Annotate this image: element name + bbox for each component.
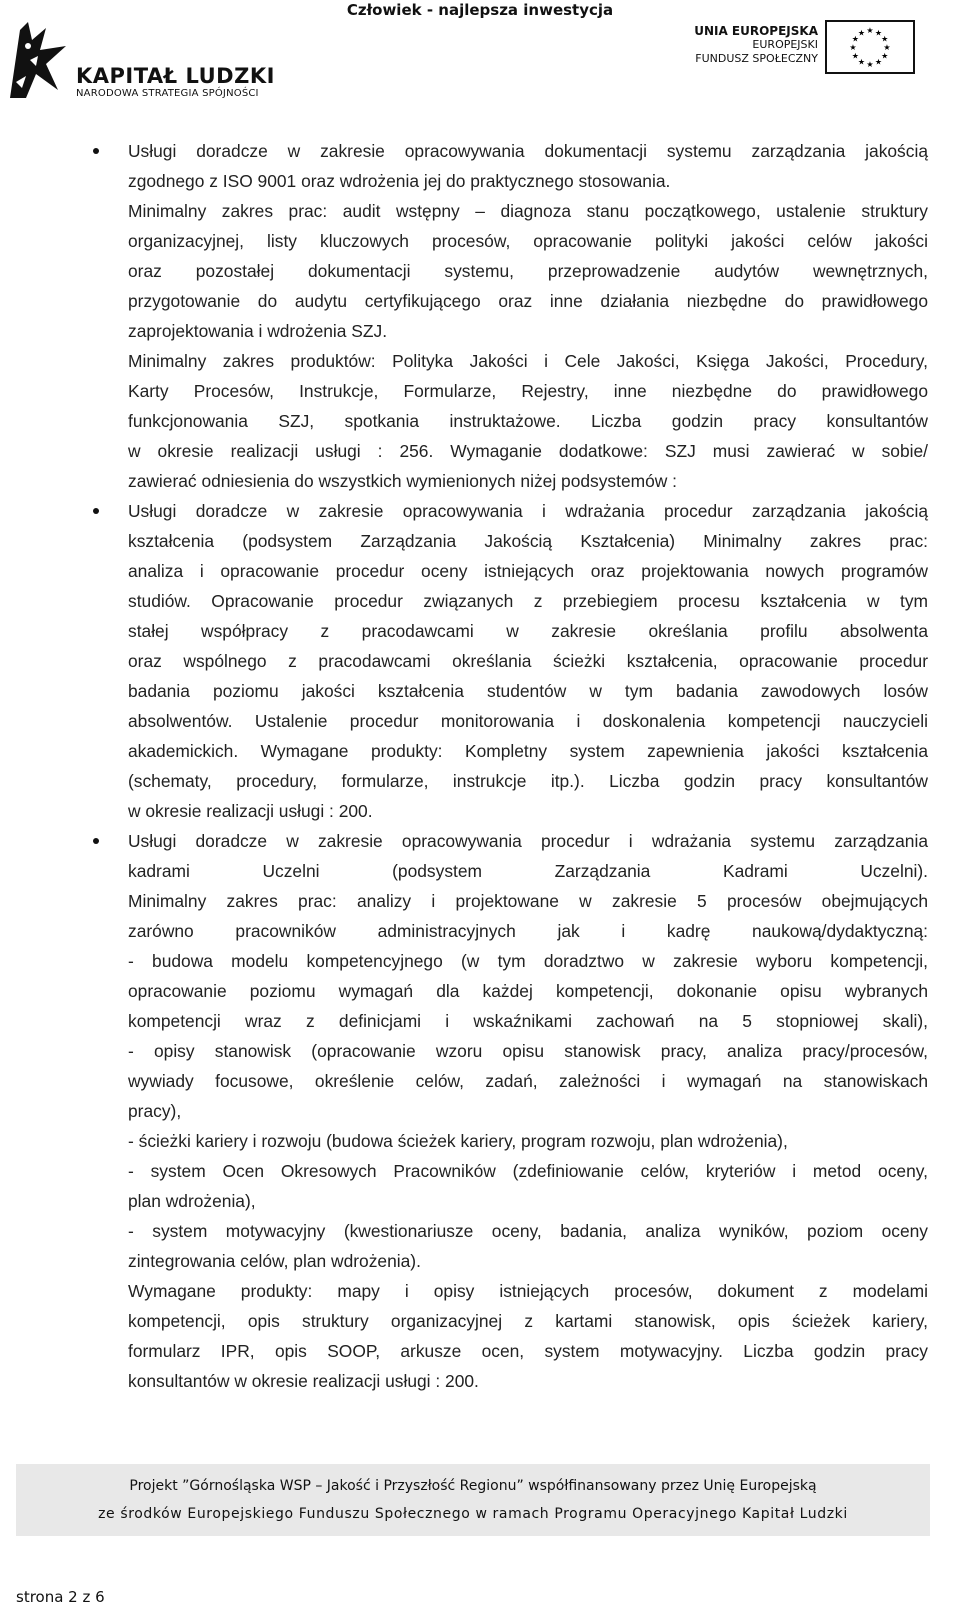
eu-flag-icon bbox=[825, 20, 915, 74]
text-line: - ścieżki kariery i rozwoju (budowa ścieżek kariery, program rozwoju, plan wdrożenia), bbox=[128, 1131, 788, 1151]
star-icon: ★ bbox=[851, 51, 859, 61]
text-line: - system Ocen Okresowych Pracowników (zdefiniowanie celów, kryteriów i metod oceny, bbox=[128, 1161, 928, 1181]
text-line: stałej współpracy z pracodawcami w zakresie określania profilu absolwenta bbox=[128, 621, 928, 641]
text-line: Usługi doradcze w zakresie opracowywania i wdrażania procedur zarządzania jakością bbox=[128, 501, 928, 521]
text-line: Minimalny zakres prac: analizy i projektowane w zakresie 5 procesów obejmujących bbox=[128, 891, 928, 911]
star-icon: ★ bbox=[851, 34, 859, 44]
star-icon: ★ bbox=[866, 60, 874, 69]
text-line: absolwentów. Ustalenie procedur monitorowania i doskonalenia kompetencji nauczycieli bbox=[128, 711, 928, 731]
star-icon: ★ bbox=[849, 43, 857, 52]
eu-line-3: FUNDUSZ SPOŁECZNY bbox=[695, 52, 818, 65]
list-item-text bbox=[128, 136, 928, 496]
text-line: zaprojektowania i wdrożenia SZJ. bbox=[128, 321, 388, 341]
text-line: oraz pozostałej dokumentacji systemu, przeprowadzenie audytów wewnętrznych, bbox=[128, 261, 928, 281]
text-line: zarówno pracowników administracyjnych jak i kadrę naukową/dydaktyczną: bbox=[128, 921, 928, 941]
text-line: Usługi doradcze w zakresie opracowywania procedur i wdrażania systemu zarządzania bbox=[128, 831, 928, 851]
star-icon: ★ bbox=[874, 57, 883, 67]
text-line: Wymagane produkty: mapy i opisy istniejących procesów, dokument z modelami bbox=[128, 1281, 928, 1301]
text-line: studiów. Opracowanie procedur związanych z przebiegiem procesu kształcenia w tym bbox=[128, 591, 928, 611]
text-line: wywiady focusowe, określenie celów, zadań, zależności i wymagań na stanowiskach bbox=[128, 1071, 928, 1091]
star-icon: ★ bbox=[857, 28, 866, 38]
star-icon: ★ bbox=[883, 43, 891, 52]
logo-subtitle: NARODOWA STRATEGIA SPÓJNOŚCI bbox=[76, 88, 259, 99]
text-line: kadrami Uczelni (podsystem Zarządzania Kadrami Uczelni). bbox=[128, 861, 928, 881]
footer-banner bbox=[16, 1464, 930, 1536]
list-item bbox=[88, 496, 928, 826]
document-body bbox=[88, 136, 928, 1396]
bullet-icon bbox=[93, 148, 99, 154]
text-line: przygotowanie do audytu certyfikującego oraz inne działania niezbędne do prawidłowego bbox=[128, 291, 928, 311]
text-line: zawierać odniesienia do wszystkich wymienionych niżej podsystemów : bbox=[128, 471, 678, 491]
text-line: plan wdrożenia), bbox=[128, 1191, 256, 1211]
text-line: Usługi doradcze w zakresie opracowywania dokumentacji systemu zarządzania jakością bbox=[128, 141, 928, 161]
kapital-ludzki-logo bbox=[6, 20, 275, 100]
text-line: w okresie realizacji usługi : 200. bbox=[128, 801, 373, 821]
text-line: - budowa modelu kompetencyjnego (w tym doradztwo w zakresie wyboru kompetencji, bbox=[128, 951, 928, 971]
text-line: (schematy, procedury, formularze, instrukcje itp.). Liczba godzin pracy konsultantów bbox=[128, 771, 928, 791]
bullet-icon bbox=[93, 508, 99, 514]
text-line: funkcjonowania SZJ, spotkania instruktażowe. Liczba godzin pracy konsultantów bbox=[128, 411, 928, 431]
kapital-ludzki-emblem-icon bbox=[6, 20, 70, 100]
text-line: akademickich. Wymagane produkty: Kompletny system zapewnienia jakości kształcenia bbox=[128, 741, 928, 761]
text-line: konsultantów w okresie realizacji usługi : 200. bbox=[128, 1371, 479, 1391]
page-number: strona 2 z 6 bbox=[16, 1588, 105, 1606]
text-line: pracy), bbox=[128, 1101, 182, 1121]
service-list bbox=[88, 136, 928, 1396]
text-line: Minimalny zakres prac: audit wstępny – diagnoza stanu początkowego, ustalenie struktury bbox=[128, 201, 928, 221]
eu-logo bbox=[694, 20, 915, 76]
text-line: organizacyjnej, listy kluczowych procesów, opracowanie polityki jakości celów jakości bbox=[128, 231, 928, 251]
text-line: kształcenia (podsystem Zarządzania Jakością Kształcenia) Minimalny zakres prac: bbox=[128, 531, 928, 551]
text-line: Karty Procesów, Instrukcje, Formularze, Rejestry, inne niezbędne do prawidłowego bbox=[128, 381, 928, 401]
text-line: Minimalny zakres produktów: Polityka Jakości i Cele Jakości, Księga Jakości, Procedury, bbox=[128, 351, 928, 371]
text-line: - system motywacyjny (kwestionariusze oceny, badania, analiza wyników, poziom oceny bbox=[128, 1221, 928, 1241]
list-item bbox=[88, 826, 928, 1396]
list-item-text bbox=[128, 496, 928, 826]
text-line: zgodnego z ISO 9001 oraz wdrożenia jej do praktycznego stosowania. bbox=[128, 171, 671, 191]
star-icon: ★ bbox=[881, 51, 889, 61]
text-line: badania poziomu jakości kształcenia studentów w tym badania zawodowych losów bbox=[128, 681, 928, 701]
eu-line-1: UNIA EUROPEJSKA bbox=[694, 24, 818, 38]
text-line: kompetencji, opis struktury organizacyjnej z kartami stanowisk, opis ścieżek kariery, bbox=[128, 1311, 928, 1331]
text-line: formularz IPR, opis SOOP, arkusze ocen, system motywacyjny. Liczba godzin pracy bbox=[128, 1341, 928, 1361]
eu-line-2: EUROPEJSKI bbox=[752, 38, 818, 51]
text-line: zintegrowania celów, plan wdrożenia). bbox=[128, 1251, 421, 1271]
star-icon: ★ bbox=[857, 57, 866, 67]
text-line: w okresie realizacji usługi : 256. Wymaganie dodatkowe: SZJ musi zawierać w sobie/ bbox=[128, 441, 928, 461]
page-header-title: Człowiek - najlepsza inwestycja bbox=[346, 1, 614, 19]
text-line: oraz wspólnego z pracodawcami określania ścieżki kształcenia, opracowanie procedur bbox=[128, 651, 928, 671]
footer-line-2: ze środków Europejskiego Funduszu Społecznego w ramach Programu Operacyjnego Kapitał Ludzki bbox=[98, 1506, 848, 1522]
star-icon: ★ bbox=[881, 34, 889, 44]
list-item bbox=[88, 136, 928, 496]
star-icon: ★ bbox=[866, 26, 874, 35]
star-icon: ★ bbox=[874, 28, 883, 38]
list-item-text bbox=[128, 826, 928, 1396]
text-line: opracowanie poziomu wymagań dla każdej kompetencji, dokonanie opisu wybranych bbox=[128, 981, 928, 1001]
text-line: analiza i opracowanie procedur oceny istniejących oraz projektowania nowych programów bbox=[128, 561, 928, 581]
footer-line-1: Projekt ”Górnośląska WSP – Jakość i Przyszłość Regionu” współfinansowany przez Unię Europejską bbox=[129, 1478, 817, 1494]
text-line: kompetencji wraz z definicjami i wskaźnikami zachowań na 5 stopniowej skali), bbox=[128, 1011, 928, 1031]
bullet-icon bbox=[93, 838, 99, 844]
logo-title: KAPITAŁ LUDZKI bbox=[76, 64, 275, 88]
text-line: - opisy stanowisk (opracowanie wzoru opisu stanowisk pracy, analiza pracy/procesów, bbox=[128, 1041, 928, 1061]
